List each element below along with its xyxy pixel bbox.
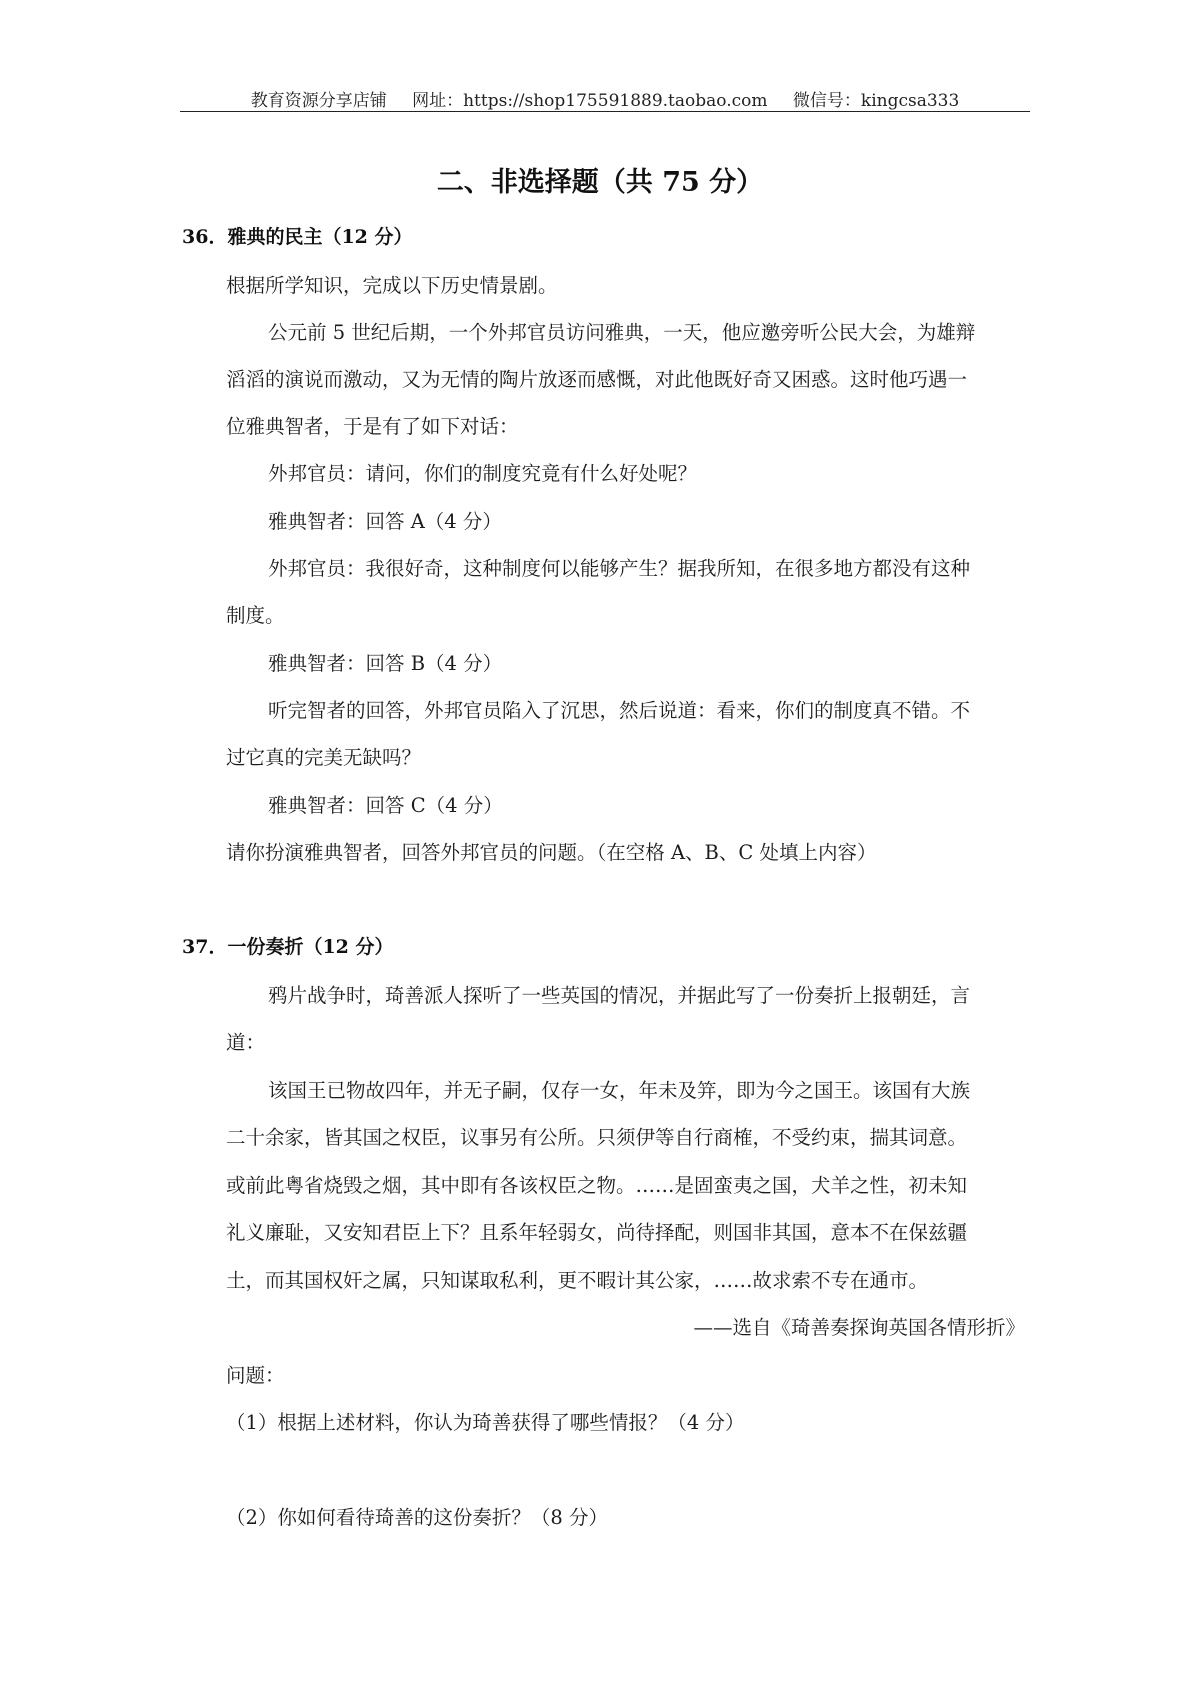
question-36-title: 36．雅典的民主（12 分） <box>182 226 413 248</box>
q37-quote-line: 礼义廉耻，又安知君臣上下？且系年轻弱女，尚待择配，则国非其国，意本不在保兹疆 <box>226 1221 968 1244</box>
q36-line: 外邦官员：我很好奇，这种制度何以能够产生？据我所知，在很多地方都没有这种 <box>268 557 971 580</box>
q37-citation: ——选自《琦善奏探询英国各情形折》 <box>693 1316 1025 1339</box>
q36-line: 外邦官员：请问，你们的制度究竟有什么好处呢？ <box>268 462 698 485</box>
q37-subquestion-2: （2）你如何看待琦善的这份奏折？（8 分） <box>226 1506 609 1529</box>
page-header <box>180 86 1030 111</box>
q36-line: 根据所学知识，完成以下历史情景剧。 <box>226 274 558 297</box>
q37-quote-line: 或前此粤省烧毁之烟，其中即有各该权臣之物。……是固蛮夷之国，犬羊之性，初未知 <box>226 1174 968 1197</box>
q36-line: 滔滔的演说而激动，又为无情的陶片放逐而感慨，对此他既好奇又困惑。这时他巧遇一 <box>226 368 968 391</box>
shop-name: 教育资源分享店铺 <box>250 91 387 111</box>
q37-line: 鸦片战争时，琦善派人探听了一些英国的情况，并据此写了一份奏折上报朝廷，言 <box>268 984 971 1007</box>
q37-quote-line: 该国王已物故四年，并无子嗣，仅存一女，年未及笄，即为今之国王。该国有大族 <box>268 1079 971 1102</box>
q37-subquestion-1: （1）根据上述材料，你认为琦善获得了哪些情报？（4 分） <box>226 1411 745 1434</box>
q37-line: 道： <box>226 1031 266 1054</box>
shop-url: 网址：https://shop175591889.taobao.com <box>412 91 768 111</box>
q36-line: 过它真的完美无缺吗？ <box>226 746 422 769</box>
q36-line: 位雅典智者，于是有了如下对话： <box>226 415 519 438</box>
q37-quote-line: 二十余家，皆其国之权臣，议事另有公所。只须伊等自行商榷，不受约束，揣其词意。 <box>226 1126 968 1149</box>
question-37-title: 37．一份奏折（12 分） <box>182 936 394 958</box>
q36-line: 听完智者的回答，外邦官员陷入了沉思，然后说道：看来，你们的制度真不错。不 <box>268 699 971 722</box>
q36-answer-b: 雅典智者：回答 B（4 分） <box>268 652 503 675</box>
q37-quote-line: 土，而其国权奸之属，只知谋取私利，更不暇计其公家，……故求索不专在通市。 <box>226 1269 929 1292</box>
q36-answer-c: 雅典智者：回答 C（4 分） <box>268 794 503 817</box>
q36-line: 公元前 5 世纪后期，一个外邦官员访问雅典，一天，他应邀旁听公民大会，为雄辩 <box>268 321 976 344</box>
section-title: 二、非选择题（共 75 分） <box>436 167 764 198</box>
header-divider <box>180 111 1030 112</box>
q36-instruction: 请你扮演雅典智者，回答外邦官员的问题。（在空格 A、B、C 处填上内容） <box>226 841 877 864</box>
wechat-id: 微信号：kingcsa333 <box>792 91 960 111</box>
q36-line: 制度。 <box>226 604 285 627</box>
q37-questions-label: 问题： <box>226 1364 285 1387</box>
q36-answer-a: 雅典智者：回答 A（4 分） <box>268 510 502 533</box>
